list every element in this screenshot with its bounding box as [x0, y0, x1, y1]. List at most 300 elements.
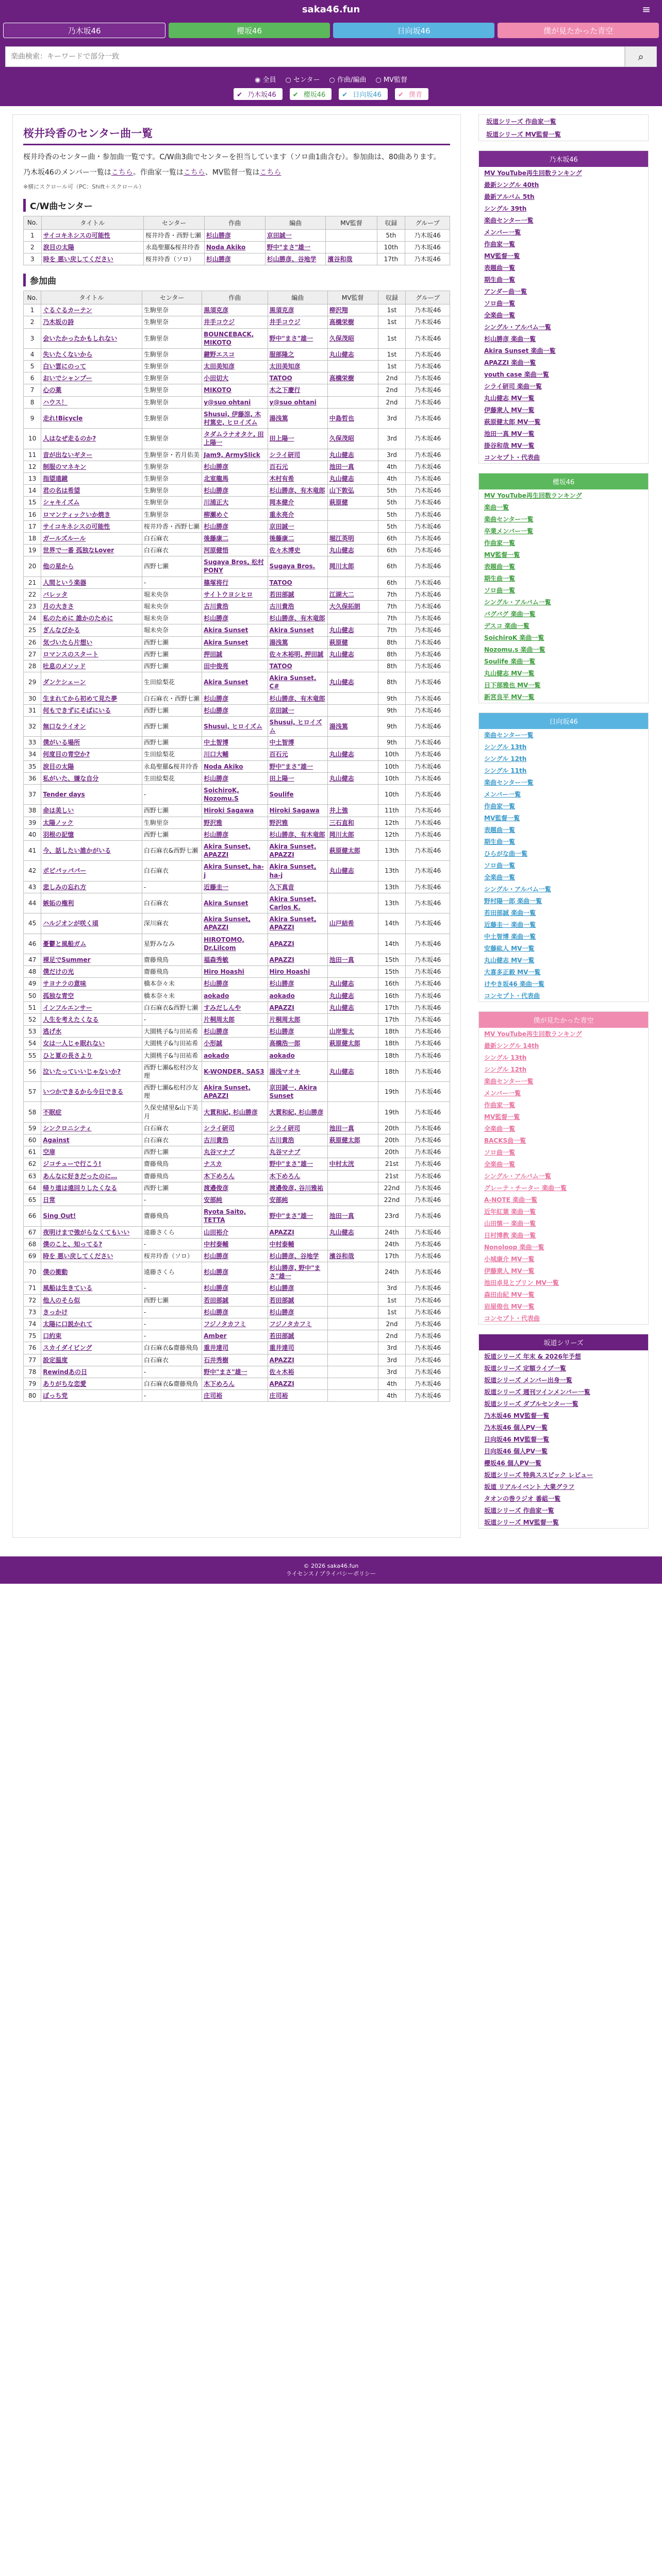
filter-sakura[interactable]: ✔ 櫻坂46 [290, 88, 332, 100]
sidebar-link[interactable]: 全楽曲一覧 [484, 874, 516, 881]
song-title-link[interactable]: 口約束 [41, 1330, 142, 1342]
sidebar-link[interactable]: シングル 12th [484, 755, 527, 762]
arranger[interactable]: 杉山勝彦 [268, 1306, 327, 1318]
mv-director[interactable]: 山下敦弘 [327, 485, 378, 497]
song-title-link[interactable]: Tender days [41, 785, 142, 805]
arranger[interactable]: aokado [268, 990, 327, 1002]
song-title-link[interactable]: ポピパッパパー [41, 861, 142, 881]
sidebar-link[interactable]: Nozomu.s 楽曲一覧 [484, 646, 545, 653]
sidebar-link[interactable]: ソロ曲一覧 [484, 300, 516, 307]
arranger[interactable]: aokado [268, 1049, 327, 1061]
composer[interactable]: MIKOTO [202, 384, 268, 396]
menu-icon[interactable]: ≡ [642, 3, 651, 15]
arranger[interactable]: 京田誠一 [268, 520, 327, 532]
arranger[interactable]: APAZZI [268, 1226, 327, 1238]
arranger[interactable]: 木下めろん [268, 1170, 327, 1182]
mv-director[interactable]: 丸山健志 [327, 1226, 378, 1238]
composer[interactable]: HIROTOMO, Dr.Lilcom [202, 934, 268, 954]
sidebar-link[interactable]: 近年紅葉 楽曲一覧 [484, 1208, 536, 1215]
composer[interactable]: BOUNCEBACK, MIKOTO [202, 328, 268, 348]
arranger[interactable]: 古川貴浩 [268, 601, 327, 613]
song-title-link[interactable]: 僕がいる場所 [41, 737, 142, 749]
sidebar-link[interactable]: 坂道シリーズ 定額ライブ一覧 [484, 1365, 566, 1372]
arranger[interactable]: シライ研司 [268, 449, 327, 461]
sidebar-link[interactable]: ソロ曲一覧 [484, 587, 516, 594]
arranger[interactable]: 重永亮介 [268, 509, 327, 520]
mv-director[interactable]: 岡川太郎 [327, 556, 378, 577]
arranger[interactable]: APAZZI [268, 954, 327, 966]
filter-mv[interactable]: ○ MV監督 [375, 76, 407, 84]
song-title-link[interactable]: 君の名は希望 [41, 485, 142, 497]
sidebar-link[interactable]: ソロ曲一覧 [484, 1149, 516, 1156]
sidebar-link[interactable]: 池田一真 MV一覧 [484, 430, 535, 437]
sidebar-link[interactable]: 近藤圭一 楽曲一覧 [484, 921, 536, 928]
arranger[interactable]: 杉山勝彦, 野中"まさ"雄一 [268, 1262, 327, 1282]
sidebar-link[interactable]: 乃木坂46 個人PV一覧 [484, 1424, 548, 1431]
arranger[interactable]: 中村泰輔 [268, 1238, 327, 1250]
filter-boku[interactable]: ✔ 僕青 [395, 88, 428, 100]
song-title-link[interactable]: 帰り道は遠回りしたくなる [41, 1182, 142, 1194]
song-title-link[interactable]: 世界で一番 孤独なLover [41, 545, 142, 556]
song-title-link[interactable]: Sing Out! [41, 1206, 142, 1226]
mv-director[interactable]: 池田一真 [327, 461, 378, 472]
song-title-link[interactable]: 風船は生きている [41, 1282, 142, 1294]
song-title-link[interactable]: ダンケシェーン [41, 672, 142, 692]
composer[interactable]: 杉山勝彦 [202, 704, 268, 716]
arranger[interactable]: 湯浅篤 [268, 408, 327, 428]
sidebar-link[interactable]: シングル・アルバム一覧 [484, 599, 551, 606]
song-title-link[interactable]: 今、話したい誰かがいる [41, 840, 142, 860]
song-title-link[interactable]: 人生を考えたくなる [41, 1013, 142, 1025]
song-title-link[interactable]: Rewindあの日 [41, 1366, 142, 1378]
sidebar-link[interactable]: コンセプト・代表曲 [484, 1315, 540, 1322]
composer[interactable]: 渡邉俊彦 [202, 1182, 268, 1194]
mv-director[interactable]: 萩原健太郎 [327, 840, 378, 860]
composer[interactable]: 丸谷マナブ [202, 1146, 268, 1158]
composer[interactable]: 杉山勝彦 [202, 613, 268, 624]
composer[interactable]: 小田切大 [202, 372, 268, 384]
sidebar-link[interactable]: バグバグ 楽曲一覧 [484, 611, 536, 618]
song-title-link[interactable]: 気づいたら片想い [41, 636, 142, 648]
song-title-link[interactable]: 心の薬 [41, 384, 142, 396]
composer[interactable]: Ryota Saito, TETTA [202, 1206, 268, 1226]
filter-nogi[interactable]: ✔ 乃木坂46 [234, 88, 283, 100]
arranger[interactable]: 木村有希 [268, 472, 327, 484]
sidebar-link[interactable]: 最新アルバム 5th [484, 193, 535, 200]
sidebar-link[interactable]: 岩屋俊也 MV一覧 [484, 1303, 535, 1310]
composer[interactable]: 野中"まさ"雄一 [202, 1366, 268, 1378]
mv-director[interactable]: 丸山健志 [327, 545, 378, 556]
sidebar-link[interactable]: 表題曲一覧 [484, 563, 516, 570]
mv-director[interactable]: 丸山健志 [327, 749, 378, 760]
member-list-link[interactable]: こちら [111, 168, 133, 177]
arranger[interactable]: 杉山勝彦、有木竜郎 [268, 485, 327, 497]
sidebar-link[interactable]: シングル・アルバム一覧 [484, 324, 551, 331]
arranger[interactable]: 杉山勝彦 [268, 1282, 327, 1294]
composer[interactable]: 福森秀敏 [202, 954, 268, 966]
arranger[interactable]: TATOO [268, 372, 327, 384]
arranger[interactable]: Akira Sunset, ha-j [268, 861, 327, 881]
mv-director[interactable]: 池田一真 [327, 1206, 378, 1226]
composer[interactable]: Jam9, ArmySlick [202, 449, 268, 461]
mv-director[interactable]: 岡川太郎 [327, 828, 378, 840]
sidebar-link[interactable]: 森田由紀 MV一覧 [484, 1291, 535, 1298]
mv-list-link[interactable]: こちら [259, 168, 282, 177]
arranger[interactable]: 若田部誠 [268, 1330, 327, 1342]
mv-director[interactable]: 萩原健太郎 [327, 1134, 378, 1146]
sidebar-link[interactable]: 小城康介 MV一覧 [484, 1256, 535, 1263]
mv-director[interactable]: 山岸聖太 [327, 1026, 378, 1038]
composer[interactable]: 田中俊亮 [202, 660, 268, 672]
mv-director[interactable]: 井上強 [327, 805, 378, 817]
song-title-link[interactable]: ひと夏の長さより [41, 1049, 142, 1061]
sidebar-link[interactable]: 萩原健太郎 MV一覧 [484, 418, 541, 426]
composer[interactable]: 重井達司 [202, 1342, 268, 1354]
sidebar-link[interactable]: メンバー一覧 [484, 229, 521, 236]
arranger[interactable]: 木之下慶行 [268, 384, 327, 396]
mv-director[interactable]: 高橋栄樹 [327, 372, 378, 384]
arranger[interactable]: 庄司裕 [268, 1390, 327, 1402]
song-title-link[interactable]: 憂鬱と風船ガム [41, 934, 142, 954]
site-title[interactable]: saka46.fun [302, 4, 360, 15]
song-title-link[interactable]: 何度目の青空か? [41, 749, 142, 760]
mv-director[interactable]: 大久保拓朗 [327, 601, 378, 613]
song-title-link[interactable]: シャキイズム [41, 497, 142, 509]
song-title-link[interactable]: ジコチューで行こう! [41, 1158, 142, 1170]
sidebar-link[interactable]: 日村博教 楽曲一覧 [484, 1232, 536, 1239]
song-title-link[interactable]: 他人のそら似 [41, 1294, 142, 1306]
sidebar-link[interactable]: 坂道シリーズ ダブルセンター一覧 [484, 1400, 578, 1408]
song-title-link[interactable]: あんなに好きだったのに… [41, 1170, 142, 1182]
composer[interactable]: SoichiroK, Nozomu.S [202, 785, 268, 805]
song-title-link[interactable]: 制服のマネキン [41, 461, 142, 472]
arranger[interactable]: TATOO [268, 660, 327, 672]
composer[interactable]: 安部純 [202, 1194, 268, 1206]
song-title-link[interactable]: ありがちな恋愛 [41, 1378, 142, 1389]
song-title-link[interactable]: 僕のこと、知ってる? [41, 1238, 142, 1250]
arranger[interactable]: 安部純 [268, 1194, 327, 1206]
filter-hinata[interactable]: ✔ 日向坂46 [339, 88, 388, 100]
sidebar-link[interactable]: 坂道シリーズ メンバー出身一覧 [484, 1377, 572, 1384]
composer[interactable]: シライ研司 [202, 1122, 268, 1134]
song-title-link[interactable]: シンクロニシティ [41, 1122, 142, 1134]
composer[interactable]: Akira Sunset, APAZZI [202, 913, 268, 934]
sidebar-link[interactable]: 坂道シリーズ 年末 & 2026年予想 [484, 1353, 581, 1360]
group-tab-hinata[interactable]: 日向坂46 [333, 23, 494, 38]
song-title-link[interactable]: 人はなぜ走るのか? [41, 429, 142, 449]
arranger[interactable]: y@suo ohtani [268, 396, 327, 408]
sidebar-link[interactable]: 伊藤衆人 MV一覧 [484, 1267, 535, 1275]
sidebar-link[interactable]: デスコ 楽曲一覧 [484, 622, 529, 630]
sidebar-link[interactable]: 伊藤衆人 MV一覧 [484, 406, 535, 414]
composer[interactable]: ナスカ [202, 1158, 268, 1170]
song-title-link[interactable]: 僕の衝動 [41, 1262, 142, 1282]
arranger[interactable]: 田上陽一 [268, 772, 327, 784]
song-title-link[interactable]: ロマンティックいか焼き [41, 509, 142, 520]
arranger[interactable]: Shusui, ヒロイズム [268, 716, 327, 736]
sidebar-link[interactable]: SoichiroK 楽曲一覧 [484, 634, 544, 641]
mv-director[interactable]: 丸山健志 [327, 861, 378, 881]
sidebar-link[interactable]: MV YouTube再生回数ランキング [484, 170, 582, 177]
composer[interactable]: フジノタカフミ [202, 1318, 268, 1330]
song-title-link[interactable]: 逃げ水 [41, 1026, 142, 1038]
composer[interactable]: 杉山勝彦 [202, 461, 268, 472]
composer[interactable]: 山田裕介 [202, 1226, 268, 1238]
mv-director[interactable]: 中島哲也 [327, 408, 378, 428]
sidebar-link[interactable]: 坂道 リアルイベント 大業グラフ [484, 1483, 575, 1490]
sidebar-link[interactable]: 丸山健志 MV一覧 [484, 957, 535, 964]
song-title-link[interactable]: 失いたくないから [41, 348, 142, 360]
song-title-link[interactable]: 吐息のメソッド [41, 660, 142, 672]
composer[interactable]: 石井秀樹 [202, 1354, 268, 1366]
arranger[interactable]: 杉山勝彦 [268, 978, 327, 990]
song-title-link[interactable]: 夜明けまで強がらなくてもいい [41, 1226, 142, 1238]
sidebar-link[interactable]: MV監督一覧 [484, 815, 520, 822]
arranger[interactable]: APAZZI [268, 1378, 327, 1389]
sidebar-link[interactable]: APAZZI 楽曲一覧 [484, 359, 536, 366]
arranger[interactable]: 久下真音 [268, 881, 327, 893]
sidebar-link[interactable]: 全楽曲一覧 [484, 1161, 516, 1168]
mv-director[interactable]: 久保茂昭 [327, 429, 378, 449]
sidebar-link[interactable]: MV YouTube再生回数ランキング [484, 1030, 582, 1038]
mv-director[interactable]: 丸山健志 [327, 348, 378, 360]
sidebar-link[interactable]: MV YouTube再生回数ランキング [484, 492, 582, 499]
composer[interactable]: Hiroki Sagawa [202, 805, 268, 817]
composer[interactable]: Akira Sunset [202, 636, 268, 648]
sidebar-link[interactable]: シングル 12th [484, 1066, 527, 1073]
composer[interactable]: 河原健悟 [202, 545, 268, 556]
sidebar-link[interactable]: シングル 39th [484, 205, 527, 212]
composer[interactable]: タダムラナオタケ, 田上陽一 [202, 429, 268, 449]
arranger[interactable]: 杉山勝彦、谷地学 [268, 1250, 327, 1262]
song-title-link[interactable]: 女は一人じゃ眠れない [41, 1038, 142, 1049]
sidebar-link[interactable]: 卒業メンバー一覧 [484, 528, 534, 535]
mv-director[interactable]: 丸山健志 [327, 772, 378, 784]
song-title-link[interactable]: ガールズルール [41, 532, 142, 544]
composer[interactable]: 押田誠 [202, 648, 268, 660]
sidebar-link[interactable]: ひらがな曲一覧 [484, 850, 528, 857]
sidebar-link[interactable]: タオンの巻ラジオ 番組一覧 [484, 1495, 561, 1502]
arranger[interactable]: Soulife [268, 785, 327, 805]
arranger[interactable]: 杉山勝彦 [268, 1026, 327, 1038]
sidebar-link[interactable]: 山田慎一 楽曲一覧 [484, 1220, 536, 1227]
arranger[interactable]: 杉山勝彦、有木竜郎 [268, 828, 327, 840]
arranger[interactable]: 野沢雅 [268, 817, 327, 828]
composer[interactable]: Amber [202, 1330, 268, 1342]
mv-director[interactable]: 堀江英明 [327, 532, 378, 544]
sidebar-link[interactable]: 全楽曲一覧 [484, 1125, 516, 1132]
sidebar-link[interactable]: BACKS曲一覧 [484, 1137, 526, 1144]
composer[interactable]: Shusui, ヒロイズム [202, 716, 268, 736]
composer[interactable]: 杉山勝彦 [202, 1026, 268, 1038]
song-title-link[interactable]: ぎんなびかる [41, 624, 142, 636]
sidebar-link[interactable]: 表題曲一覧 [484, 826, 516, 834]
group-tab-nogi[interactable]: 乃木坂46 [3, 23, 166, 38]
composer[interactable]: aokado [202, 990, 268, 1002]
sidebar-link[interactable]: 乃木坂46 MV監督一覧 [484, 1412, 550, 1419]
arranger[interactable]: 佐々木裕 [268, 1366, 327, 1378]
song-title-link[interactable]: 涙目の太陽 [41, 241, 143, 253]
sidebar-link[interactable]: A-NOTE 楽曲一覧 [484, 1196, 538, 1204]
sidebar-link[interactable]: 坂道シリーズ 特典ススピック レビュー [484, 1471, 593, 1479]
song-title-link[interactable]: 悲しみの忘れ方 [41, 881, 142, 893]
composer[interactable]: Noda Akiko [204, 241, 265, 253]
arranger[interactable]: 太田美知彦 [268, 361, 327, 372]
song-title-link[interactable]: ぼっち党 [41, 1390, 142, 1402]
song-title-link[interactable]: ぐるぐるカーテン [41, 304, 142, 316]
composer[interactable]: 篠塚将行 [202, 577, 268, 588]
sidebar-link[interactable]: 丸山健志 MV一覧 [484, 395, 535, 402]
composer[interactable]: Shusui, 伊藤涼, 木村篤史, ヒロイズム [202, 408, 268, 428]
song-title-link[interactable]: 何もできずにそばにいる [41, 704, 142, 716]
arranger[interactable]: 杉山勝彦、有木竜郎 [268, 613, 327, 624]
arranger[interactable]: 渡邉俊彦, 谷川雅祐 [268, 1182, 327, 1194]
sidebar-link[interactable]: 坂道シリーズ MV監督一覧 [484, 1519, 559, 1526]
arranger[interactable]: 重井達司 [268, 1342, 327, 1354]
song-title-link[interactable]: 走れ!Bicycle [41, 408, 142, 428]
sidebar-link[interactable]: 作曲家一覧 [484, 241, 516, 248]
arranger[interactable]: APAZZI [268, 934, 327, 954]
composer[interactable]: 大貫和紀, 杉山勝彦 [202, 1102, 268, 1122]
arranger[interactable]: 中土智博 [268, 737, 327, 749]
song-title-link[interactable]: 音が出ないギター [41, 449, 142, 461]
composer[interactable]: aokado [202, 1049, 268, 1061]
song-title-link[interactable]: 空扉 [41, 1146, 142, 1158]
mv-director[interactable]: 丸山健志 [327, 1002, 378, 1013]
sidebar-link[interactable]: 中土智博 楽曲一覧 [484, 933, 536, 940]
composer[interactable]: 杉山勝彦 [202, 828, 268, 840]
composer[interactable]: 杉山勝彦 [202, 1262, 268, 1282]
mv-director[interactable]: 丸山健志 [327, 624, 378, 636]
mv-director[interactable]: 三石直和 [327, 817, 378, 828]
arranger[interactable]: Hiro Hoashi [268, 966, 327, 978]
arranger[interactable]: 佐々木博史 [268, 545, 327, 556]
sidebar-link[interactable]: 杉山勝彦 楽曲一覧 [484, 335, 536, 343]
sidebar-link[interactable]: Akira Sunset 楽曲一覧 [484, 347, 556, 354]
song-title-link[interactable]: 私がいた、嫌な自分 [41, 772, 142, 784]
arranger[interactable]: Hiroki Sagawa [268, 805, 327, 817]
song-title-link[interactable]: いつかできるから今日できる [41, 1082, 142, 1102]
song-title-link[interactable]: 無口なライオン [41, 716, 142, 736]
song-title-link[interactable]: サヨナラの意味 [41, 978, 142, 990]
group-tab-boku[interactable]: 僕が見たかった青空 [498, 23, 659, 38]
mv-director[interactable]: 池田一真 [327, 1122, 378, 1134]
sidebar-link[interactable]: 楽曲センター一覧 [484, 732, 534, 739]
mv-director[interactable]: 江湖大二 [327, 588, 378, 600]
sidebar-link[interactable]: 期生曲一覧 [484, 276, 516, 283]
song-title-link[interactable]: 時を 悪い戻してください [41, 1250, 142, 1262]
song-title-link[interactable]: 指望遠鏡 [41, 472, 142, 484]
arranger[interactable]: 百石元 [268, 461, 327, 472]
composer[interactable]: 野沢雅 [202, 817, 268, 828]
song-title-link[interactable]: 私のために 誰かのために [41, 613, 142, 624]
song-title-link[interactable]: 他の星から [41, 556, 142, 577]
composer[interactable]: 北室龍馬 [202, 472, 268, 484]
song-title-link[interactable]: スカイダイビング [41, 1342, 142, 1354]
song-title-link[interactable]: Against [41, 1134, 142, 1146]
filter-all[interactable]: ◉ 全員 [255, 76, 276, 84]
arranger[interactable]: Akira Sunset [268, 624, 327, 636]
sidebar-link[interactable]: シングル・アルバム一覧 [484, 1173, 551, 1180]
composer[interactable]: 太田美知彦 [202, 361, 268, 372]
sidebar-link[interactable]: シングル 13th [484, 1054, 527, 1061]
composer[interactable]: 杉山勝彦 [204, 229, 265, 241]
arranger[interactable]: 服部隆之 [268, 348, 327, 360]
song-title-link[interactable]: 会いたかったかもしれない [41, 328, 142, 348]
sidebar-link[interactable]: メンバー一覧 [484, 1090, 521, 1097]
arranger[interactable]: 京田誠一, Akira Sunset [268, 1082, 327, 1102]
sidebar-link[interactable]: 坂道シリーズ 週刊ツインメンバー一覧 [484, 1388, 590, 1396]
arranger[interactable]: 井手コウジ [268, 316, 327, 328]
sidebar-link[interactable]: 坂道シリーズ 作曲家一覧 [484, 1507, 554, 1514]
arranger[interactable]: 京田誠一 [268, 704, 327, 716]
composer[interactable]: 杉山勝彦 [202, 978, 268, 990]
sidebar-link[interactable]: 期生曲一覧 [484, 838, 516, 845]
composer[interactable]: Akira Sunset, APAZZI [202, 840, 268, 860]
filter-center[interactable]: ○ センター [285, 76, 320, 84]
sidebar-link[interactable]: 坂道シリーズ MV監督一覧 [486, 131, 561, 138]
song-title-link[interactable]: 不眠症 [41, 1102, 142, 1122]
composer[interactable]: Hiro Hoashi [202, 966, 268, 978]
composer[interactable]: 後藤康二 [202, 532, 268, 544]
sidebar-link[interactable]: youth case 楽曲一覧 [484, 371, 549, 378]
composer[interactable]: 木下めろん [202, 1170, 268, 1182]
sidebar-link[interactable]: MV監督一覧 [484, 252, 520, 260]
song-title-link[interactable]: おいでシャンプー [41, 372, 142, 384]
song-title-link[interactable]: 人間という楽器 [41, 577, 142, 588]
composer[interactable]: 杉山勝彦 [202, 1250, 268, 1262]
arranger[interactable]: 古川貴浩 [268, 1134, 327, 1146]
song-title-link[interactable]: ハルジオンが咲く頃 [41, 913, 142, 934]
filter-composer[interactable]: ○ 作曲/編曲 [329, 76, 367, 84]
sidebar-link[interactable]: 最新シングル 40th [484, 181, 539, 189]
mv-director[interactable]: 丸山健志 [327, 449, 378, 461]
composer[interactable]: 川浦正大 [202, 497, 268, 509]
mv-director[interactable]: 久保茂昭 [327, 328, 378, 348]
sidebar-link[interactable]: 安藤紘人 MV一覧 [484, 945, 535, 952]
composer[interactable]: 近藤圭一 [202, 881, 268, 893]
arranger[interactable]: 後藤康二 [268, 532, 327, 544]
composer[interactable]: 木下めろん [202, 1378, 268, 1389]
song-title-link[interactable]: バレッタ [41, 588, 142, 600]
arranger[interactable]: 杉山勝彦、有木竜郎 [268, 692, 327, 704]
song-title-link[interactable]: 設定温度 [41, 1354, 142, 1366]
composer-list-link[interactable]: こちら [183, 168, 205, 177]
sidebar-link[interactable]: シングル 13th [484, 743, 527, 751]
composer[interactable]: 古川貴浩 [202, 1134, 268, 1146]
arranger[interactable]: 大貫和紀, 杉山勝彦 [268, 1102, 327, 1122]
sidebar-link[interactable]: 楽曲センター一覧 [484, 1078, 534, 1085]
song-title-link[interactable]: きっかけ [41, 1306, 142, 1318]
song-title-link[interactable]: 嫉妬の権利 [41, 893, 142, 913]
song-title-link[interactable]: ハウス！ [41, 396, 142, 408]
composer[interactable]: 古川貴浩 [202, 601, 268, 613]
search-button[interactable] [625, 46, 657, 67]
sidebar-link[interactable]: 日向坂46 個人PV一覧 [484, 1448, 548, 1455]
sidebar-link[interactable]: 期生曲一覧 [484, 575, 516, 582]
arranger[interactable]: Akira Sunset, APAZZI [268, 840, 327, 860]
mv-director[interactable]: 丸山健志 [327, 672, 378, 692]
sidebar-link[interactable]: 日向坂46 MV監督一覧 [484, 1436, 550, 1443]
composer[interactable]: 杉山勝彦 [204, 253, 265, 265]
arranger[interactable]: Sugaya Bros. [268, 556, 327, 577]
arranger[interactable]: 百石元 [268, 749, 327, 760]
sidebar-link[interactable]: コンセプト・代表曲 [484, 454, 540, 461]
song-title-link[interactable]: インフルエンサー [41, 1002, 142, 1013]
arranger[interactable]: 黒須克彦 [268, 304, 327, 316]
sidebar-link[interactable]: MV監督一覧 [484, 551, 520, 558]
arranger[interactable]: 野中"まさ"雄一 [268, 328, 327, 348]
